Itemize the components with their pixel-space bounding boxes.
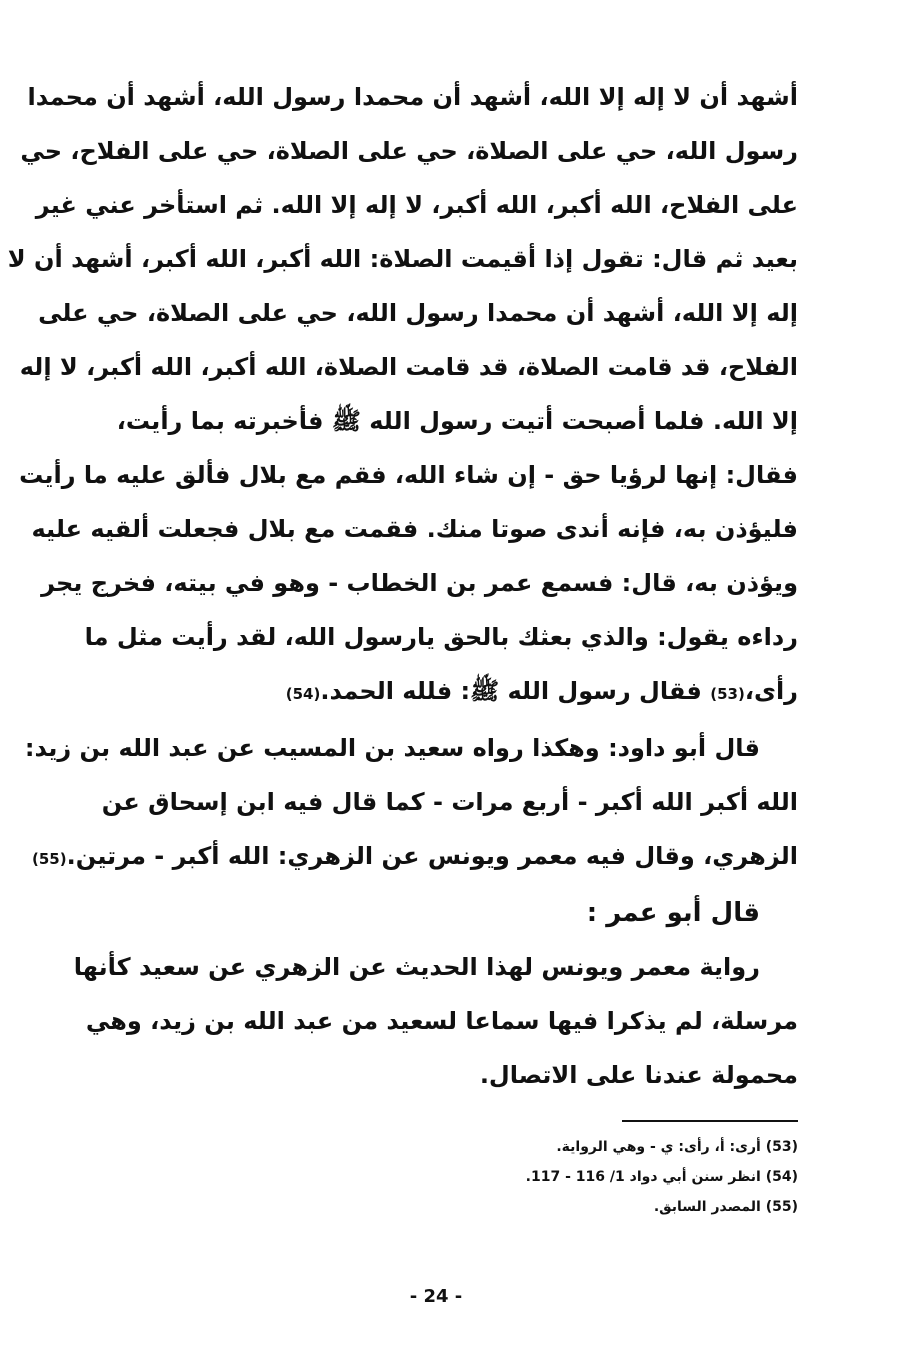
footnotes xyxy=(74,1132,798,1222)
text-line: رواية معمر ويونس لهذا الحديث عن الزهري عن سعيد كأنها xyxy=(73,953,760,981)
text-line: إله إلا الله، أشهد أن محمدا رسول الله، حي على الصلاة، حي على xyxy=(38,299,798,327)
text-line: رسول الله، حي على الصلاة، حي على الصلاة، حي على الفلاح، حي xyxy=(20,137,798,165)
footnote-55: (55) المصدر السابق. xyxy=(653,1199,798,1215)
paragraph-hadith xyxy=(7,70,798,721)
text-line: قال أبو داود: وهكذا رواه سعيد بن المسيب عن عبد الله بن زيد: xyxy=(24,734,760,762)
text-fragment: الزهري، وقال فيه معمر ويونس عن الزهري: الله أكبر - مرتين. xyxy=(66,842,798,870)
page-number: - 24 - xyxy=(409,1286,463,1307)
text-line: الفلاح، قد قامت الصلاة، قد قامت الصلاة، الله أكبر، الله أكبر، لا إله xyxy=(19,353,798,381)
footnote-divider xyxy=(622,1120,798,1122)
footnote-ref-54: (54) xyxy=(285,685,321,703)
paragraph-abu-umar xyxy=(74,940,798,1102)
text-line: أشهد أن لا إله إلا الله، أشهد أن محمدا رسول الله، أشهد أن محمدا xyxy=(27,83,798,111)
footnote-53: (53) أرى: أ، رأى: ي - وهي الرواية. xyxy=(556,1139,798,1155)
section-heading: قال أبو عمر : xyxy=(586,898,760,928)
text-line: الله أكبر الله أكبر - أربع مرات - كما قال فيه ابن إسحاق عن xyxy=(101,788,798,816)
text-line: رداءه يقول: والذي بعثك بالحق يارسول الله، لقد رأيت مثل ما xyxy=(84,623,798,651)
text-line: إلا الله. فلما أصبحت أتيت رسول الله ﷺ فأخبرته بما رأيت، xyxy=(116,407,798,435)
footnote-ref-53: (53) xyxy=(710,685,745,703)
paragraph-abu-dawud xyxy=(24,721,798,886)
text-line: ويؤذن به، قال: فسمع عمر بن الخطاب - وهو في بيته، فخرج يجر xyxy=(41,569,798,597)
text-line-last xyxy=(74,664,798,721)
text-fragment: فقال رسول الله ﷺ: فلله الحمد. xyxy=(320,677,711,705)
text-line: فقال: إنها لرؤيا حق - إن شاء الله، فقم مع بلال فألق عليه ما رأيت xyxy=(19,461,798,489)
document-page xyxy=(7,70,798,1310)
text-line: فليؤذن به، فإنه أندى صوتا منك. فقمت مع بلال فجعلت ألقيه عليه xyxy=(31,515,798,543)
text-line: بعيد ثم قال: تقول إذا أقيمت الصلاة: الله أكبر، الله أكبر، أشهد أن لا xyxy=(7,245,798,273)
footnote-ref-55: (55) xyxy=(32,850,67,868)
text-line-last: محمولة عندنا على الاتصال. xyxy=(479,1061,798,1089)
text-line: على الفلاح، الله أكبر، الله أكبر، لا إله إلا الله. ثم استأخر عني غير xyxy=(35,191,798,219)
footnote-54: (54) انظر سنن أبي دواد 1/ 116 - 117. xyxy=(525,1169,798,1185)
text-line: مرسلة، لم يذكرا فيها سماعا لسعيد من عبد الله بن زيد، وهي xyxy=(85,1007,798,1035)
text-fragment: رأى، xyxy=(744,677,798,705)
text-line-last xyxy=(32,829,798,886)
